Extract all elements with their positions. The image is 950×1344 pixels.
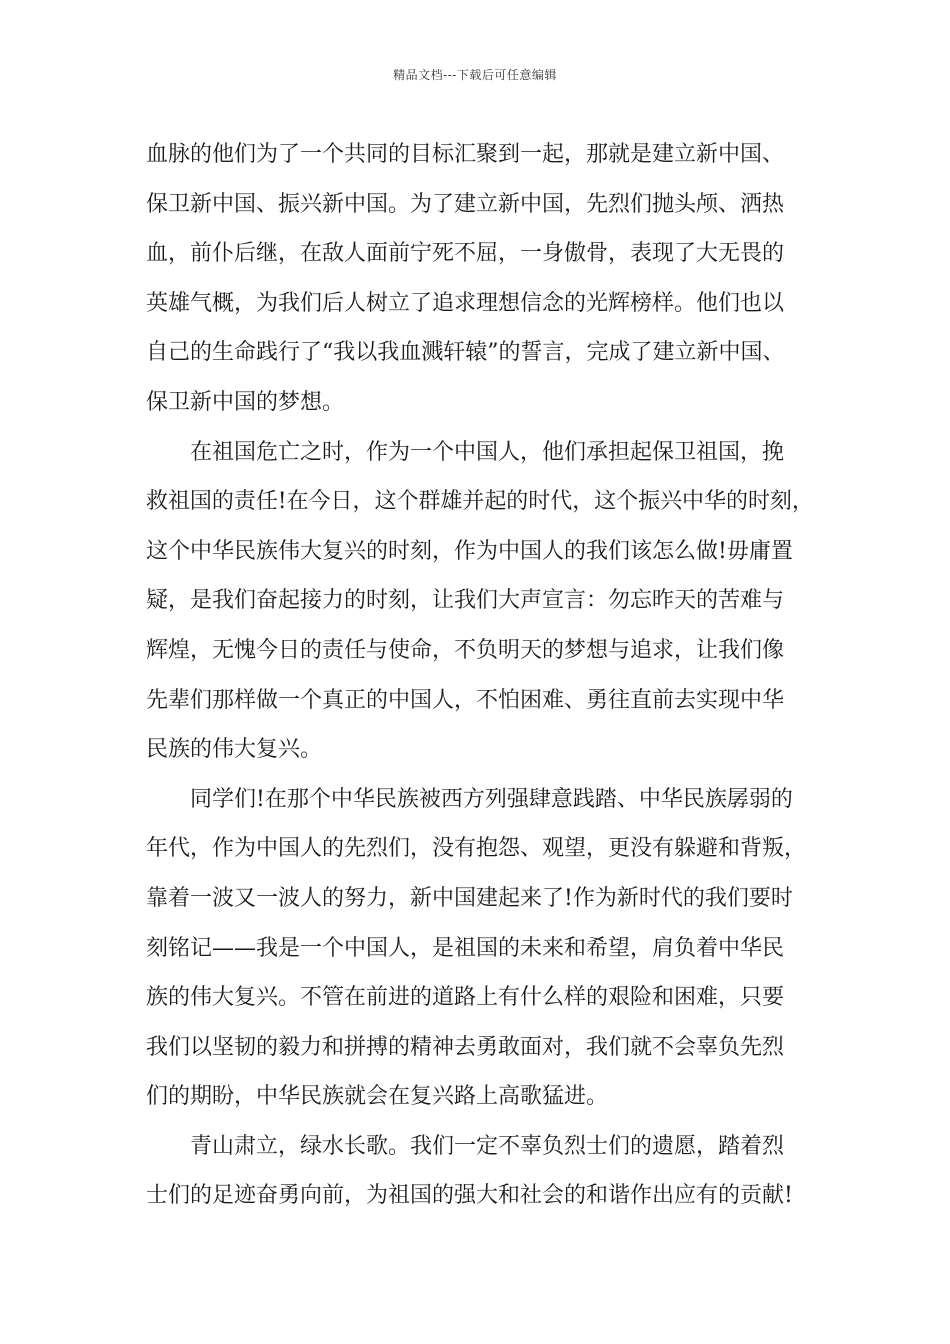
text-line: 族的伟大复兴。不管在前进的道路上有什么样的艰险和困难，只要 xyxy=(146,985,785,1011)
text-line: 靠着一波又一波人的努力，新中国建起来了!作为新时代的我们要时 xyxy=(146,885,793,911)
text-line: 士们的足迹奋勇向前，为祖国的强大和社会的和谐作出应有的贡献! xyxy=(146,1183,793,1209)
text-line: 这个中华民族伟大复兴的时刻，作为中国人的我们该怎么做!毋庸置 xyxy=(146,538,793,564)
page-header: 精品文档---下载后可任意编辑 xyxy=(393,68,557,82)
text-line: 民族的伟大复兴。 xyxy=(146,737,323,763)
paragraph-first-line: 青山肃立，绿水长歌。我们一定不辜负烈士们的遗愿，踏着烈 xyxy=(190,1133,785,1159)
text-line: 救祖国的责任!在今日，这个群雄并起的时代，这个振兴中华的时刻， xyxy=(146,489,814,515)
text-line: 保卫新中国、振兴新中国。为了建立新中国，先烈们抛头颅、洒热 xyxy=(146,191,785,217)
paragraph-first-line: 在祖国危亡之时，作为一个中国人，他们承担起保卫祖国，挽 xyxy=(190,439,785,465)
document-body xyxy=(146,130,814,1221)
text-line: 刻铭记——我是一个中国人，是祖国的未来和希望，肩负着中华民 xyxy=(146,935,785,961)
text-line: 年代，作为中国人的先烈们，没有抱怨、观望，更没有躲避和背叛， xyxy=(146,836,807,862)
text-line: 辉煌，无愧今日的责任与使命，不负明天的梦想与追求，让我们像 xyxy=(146,637,785,663)
text-line: 我们以坚韧的毅力和拼搏的精神去勇敢面对，我们就不会辜负先烈 xyxy=(146,1034,785,1060)
text-line: 先辈们那样做一个真正的中国人，不怕困难、勇往直前去实现中华 xyxy=(146,687,785,713)
paragraph-first-line: 同学们!在那个中华民族被西方列强肆意践踏、中华民族孱弱的 xyxy=(190,786,793,812)
text-line: 们的期盼，中华民族就会在复兴路上高歌猛进。 xyxy=(146,1084,609,1110)
text-line: 疑，是我们奋起接力的时刻，让我们大声宣言：勿忘昨天的苦难与 xyxy=(146,588,785,614)
text-line: 保卫新中国的梦想。 xyxy=(146,389,345,415)
text-line: 血，前仆后继，在敌人面前宁死不屈，一身傲骨，表现了大无畏的 xyxy=(146,241,785,267)
text-line: 英雄气概，为我们后人树立了追求理想信念的光辉榜样。他们也以 xyxy=(146,290,785,316)
text-line: 自己的生命践行了“我以我血溅轩辕”的誓言，完成了建立新中国、 xyxy=(146,340,785,366)
text-line: 血脉的他们为了一个共同的目标汇聚到一起，那就是建立新中国、 xyxy=(146,142,785,167)
